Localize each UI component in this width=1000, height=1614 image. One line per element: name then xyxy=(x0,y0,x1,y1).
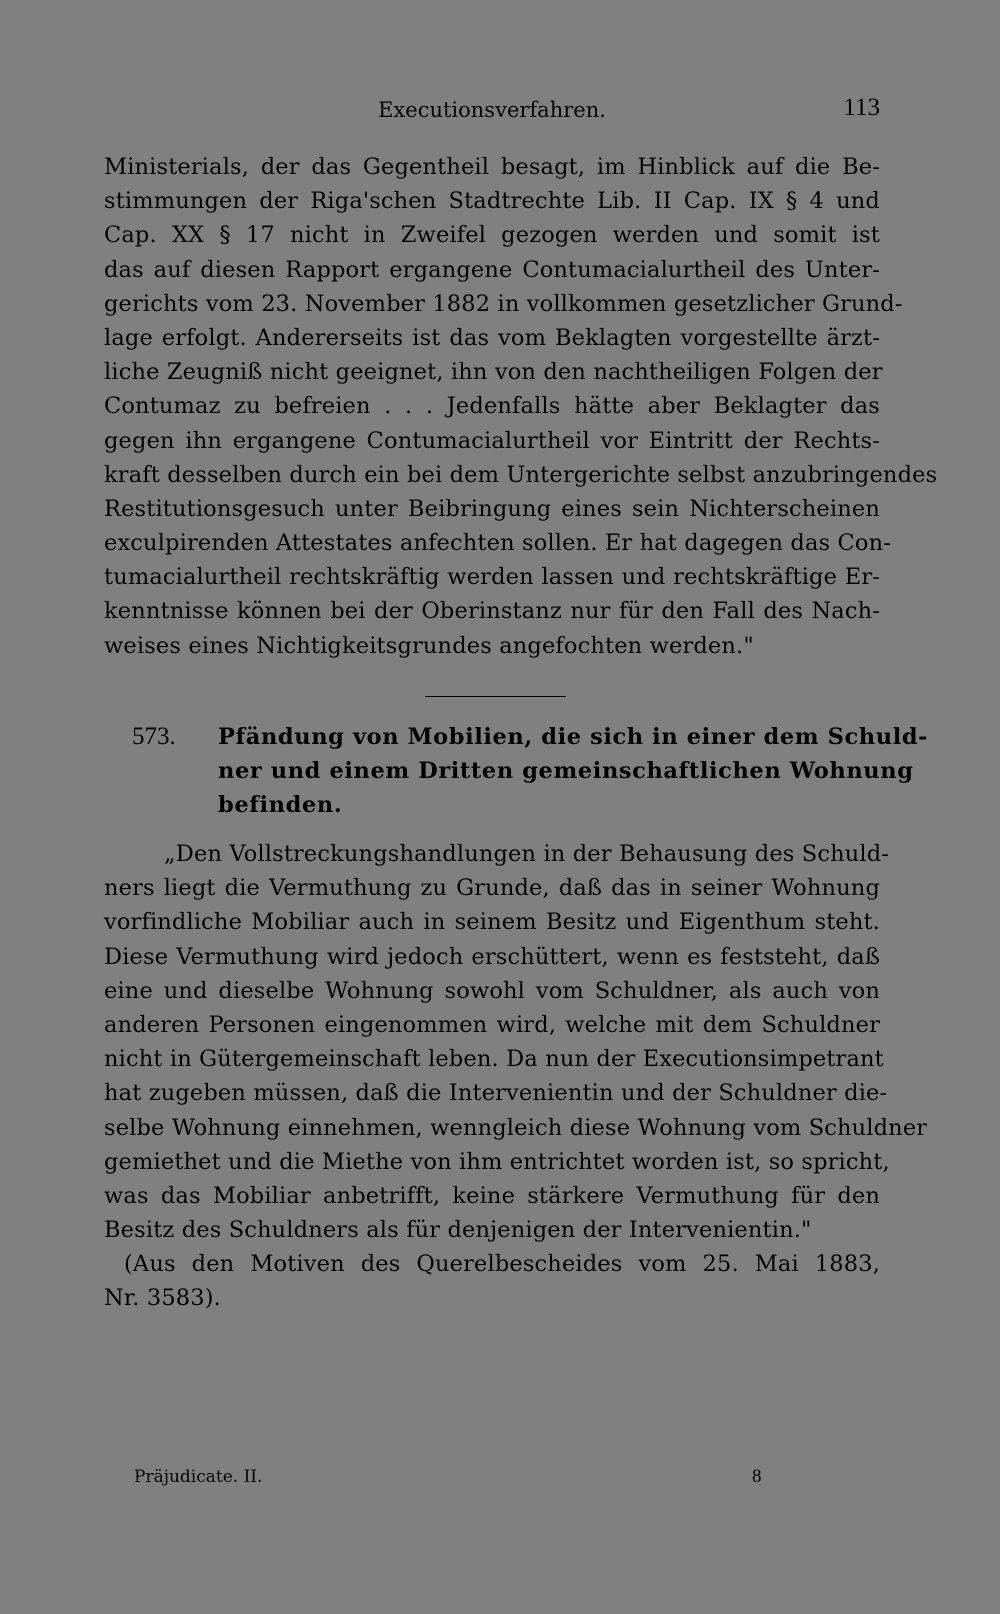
text-line: Besitz des Schuldners als für denjenigen der Intervenientin." xyxy=(104,1217,812,1244)
text-line: vorfindliche Mobiliar auch in seinem Besitz und Eigenthum steht. xyxy=(104,909,880,936)
intro-paragraph xyxy=(104,150,938,663)
section-title xyxy=(218,720,929,823)
text-line: nicht in Gütergemeinschaft leben. Da nun der Executionsimpetrant xyxy=(104,1046,884,1073)
text-line: Restitutionsgesuch unter Beibringung eines sein Nichterscheinen xyxy=(104,495,880,522)
heading-line: ner und einem Dritten gemeinschaftlichen Wohnung xyxy=(218,758,914,785)
page-number: 113 xyxy=(843,94,880,121)
text-line: kraft desselben durch ein bei dem Untergerichte selbst anzubringendes xyxy=(104,461,938,488)
text-line: hat zugeben müssen, daß die Intervenientin und der Schuldner die- xyxy=(104,1080,888,1107)
quote-paragraph xyxy=(104,837,928,1316)
text-line: eine und dieselbe Wohnung sowohl vom Schuldner, als auch von xyxy=(104,977,880,1004)
citation-line: (Aus den Motiven des Querelbescheides vom 25. Mai 1883, xyxy=(124,1251,880,1278)
text-line: gemiethet und die Miethe von ihm entrichtet worden ist, so spricht, xyxy=(104,1148,890,1175)
text-line: gegen ihn ergangene Contumacialurtheil vor Eintritt der Rechts- xyxy=(104,427,880,454)
text-line: stimmungen der Riga'schen Stadtrechte Lib. II Cap. IX § 4 und xyxy=(104,188,880,215)
running-header xyxy=(104,92,880,128)
citation-line: Nr. 3583). xyxy=(104,1285,221,1312)
footer-signature: Präjudicate. II. xyxy=(134,1467,263,1487)
footer-sheet-number: 8 xyxy=(752,1466,762,1487)
text-line: lage erfolgt. Andererseits ist das vom Beklagten vorgestellte ärzt- xyxy=(104,324,880,351)
heading-line: Pfändung von Mobilien, die sich in einer dem Schuld- xyxy=(218,724,929,750)
text-line: Diese Vermuthung wird jedoch erschüttert, wenn es feststeht, daß xyxy=(104,943,880,970)
text-line: weises eines Nichtigkeitsgrundes angefochten werden." xyxy=(104,632,754,659)
text-line: kenntnisse können bei der Oberinstanz nur für den Fall des Nach- xyxy=(104,598,880,625)
text-line: Contumaz zu befreien . . . Jedenfalls hätte aber Beklagter das xyxy=(104,393,880,420)
text-line: gerichts vom 23. November 1882 in vollkommen gesetzlicher Grund- xyxy=(104,290,903,317)
text-line: ners liegt die Vermuthung zu Grunde, daß das in seiner Wohnung xyxy=(104,875,880,902)
text-line: liche Zeugniß nicht geeignet, ihn von den nachtheiligen Folgen der xyxy=(104,359,883,386)
section-number: 573. xyxy=(132,723,176,750)
text-line: was das Mobiliar anbetrifft, keine stärkere Vermuthung für den xyxy=(104,1182,880,1209)
section-divider xyxy=(425,696,566,697)
text-line: das auf diesen Rapport ergangene Contumacialurtheil des Unter- xyxy=(104,256,880,283)
page-footer xyxy=(104,1462,880,1492)
text-line: exculpirenden Attestates anfechten sollen. Er hat dagegen das Con- xyxy=(104,530,891,557)
text-line: Cap. XX § 17 nicht in Zweifel gezogen werden und somit ist xyxy=(104,222,880,249)
text-line: „Den Vollstreckungshandlungen in der Behausung des Schuld- xyxy=(164,841,890,867)
text-line: Ministerials, der das Gegentheil besagt, im Hinblick auf die Be- xyxy=(104,154,880,180)
running-title: Executionsverfahren. xyxy=(378,98,606,122)
text-line: selbe Wohnung einnehmen, wenngleich diese Wohnung vom Schuldner xyxy=(104,1114,928,1141)
heading-line: befinden. xyxy=(218,792,343,819)
text-line: anderen Personen eingenommen wird, welche mit dem Schuldner xyxy=(104,1011,880,1038)
text-line: tumacialurtheil rechtskräftig werden lassen und rechtskräftige Er- xyxy=(104,564,880,591)
